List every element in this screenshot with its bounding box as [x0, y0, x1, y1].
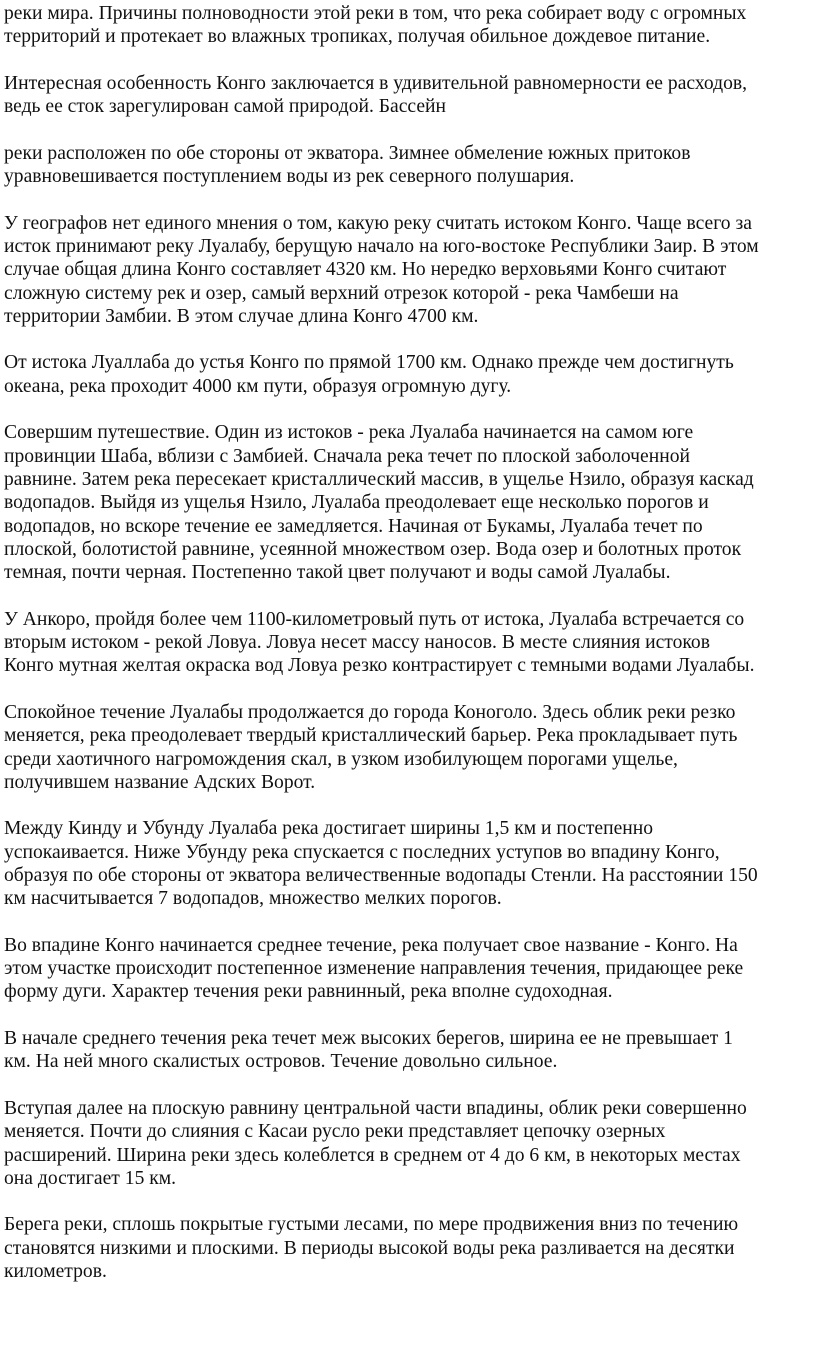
text-line: Во впадине Конго начинается среднее течение, река получает свое название - Конго. На — [4, 934, 738, 956]
text-line: океана, река проходит 4000 км пути, образуя огромную дугу. — [4, 375, 512, 397]
text-line: среди хаотичного нагромождения скал, в узком изобилующем порогами ущелье, — [4, 748, 678, 770]
paragraph — [4, 701, 812, 794]
paragraph — [4, 421, 812, 584]
text-line: провинции Шаба, вблизи с Замбией. Сначала река течет по плоской заболоченной — [4, 445, 690, 467]
text-line: территорий и протекает во влажных тропиках, получая обильное дождевое питание. — [4, 26, 711, 48]
text-line: образуя по обе стороны от экватора величественные водопады Стенли. На расстоянии 150 — [4, 864, 758, 886]
text-line: получившем название Адских Ворот. — [4, 771, 316, 793]
text-line: этом участке происходит постепенное изменение направления течения, придающее реке — [4, 958, 744, 980]
paragraph — [4, 608, 812, 678]
paragraph — [4, 817, 812, 910]
text-line: уравновешивается поступлением воды из рек северного полушария. — [4, 166, 575, 188]
text-line: плоской, болотистой равнине, усеянной множеством озер. Вода озер и болотных проток — [4, 538, 742, 560]
document-page — [4, 2, 812, 1307]
text-line: темная, почти черная. Постепенно такой цвет получают и воды самой Луалабы. — [4, 562, 671, 584]
text-line: Конго мутная желтая окраска вод Ловуа резко контрастирует с темными водами Луалабы. — [4, 655, 755, 677]
text-line: сложную систему рек и озер, самый верхний отрезок которой - река Чамбеши на — [4, 282, 679, 304]
paragraph — [4, 2, 812, 49]
text-line: реки расположен по обе стороны от экватора. Зимнее обмеление южных притоков — [4, 142, 691, 164]
paragraph — [4, 1213, 812, 1283]
text-line: У Анкоро, пройдя более чем 1100-километровый путь от истока, Луалаба встречается со — [4, 608, 745, 630]
text-line: Спокойное течение Луалабы продолжается до города Коноголо. Здесь облик реки резко — [4, 701, 736, 723]
text-line: случае общая длина Конго составляет 4320 км. Но нередко верховьями Конго считают — [4, 259, 727, 281]
text-line: Интересная особенность Конго заключается в удивительной равномерности ее расходов, — [4, 72, 748, 94]
text-line: территории Замбии. В этом случае длина Конго 4700 км. — [4, 305, 479, 327]
paragraph — [4, 351, 812, 398]
text-line: километров. — [4, 1261, 107, 1283]
text-line: Вступая далее на плоскую равнину центральной части впадины, облик реки совершенно — [4, 1097, 747, 1119]
text-line: От истока Луаллаба до устья Конго по прямой 1700 км. Однако прежде чем достигнуть — [4, 352, 734, 374]
text-line: форму дуги. Характер течения реки равнинный, река вполне судоходная. — [4, 981, 613, 1003]
text-line: она достигает 15 км. — [4, 1167, 177, 1189]
text-line: расширений. Ширина реки здесь колеблется в среднем от 4 до 6 км, в некоторых местах — [4, 1144, 741, 1166]
paragraph — [4, 142, 812, 189]
text-line: успокаивается. Ниже Убунду река спускается с последних уступов во впадину Конго, — [4, 841, 720, 863]
text-line: км насчитывается 7 водопадов, множество мелких порогов. — [4, 888, 502, 910]
text-line: вторым истоком - рекой Ловуа. Ловуа несет массу наносов. В месте слияния истоков — [4, 632, 710, 654]
paragraph — [4, 934, 812, 1004]
paragraph — [4, 1027, 812, 1074]
text-line: Берега реки, сплошь покрытые густыми лесами, по мере продвижения вниз по течению — [4, 1214, 739, 1236]
text-line: водопадов. Выйдя из ущелья Нзило, Луалаба преодолевает еще несколько порогов и — [4, 492, 709, 514]
text-line: меняется, река преодолевает твердый кристаллический барьер. Река прокладывает путь — [4, 725, 738, 747]
text-line: км. На ней много скалистых островов. Течение довольно сильное. — [4, 1051, 558, 1073]
paragraph — [4, 72, 812, 119]
paragraph — [4, 212, 812, 328]
text-line: равнине. Затем река пересекает кристаллический массив, в ущелье Нзило, образуя каскад — [4, 468, 754, 490]
paragraph — [4, 1097, 812, 1190]
text-line: реки мира. Причины полноводности этой реки в том, что река собирает воду с огромных — [4, 3, 747, 24]
text-line: У географов нет единого мнения о том, какую реку считать истоком Конго. Чаще всего за — [4, 212, 752, 234]
text-line: Между Кинду и Убунду Луалаба река достигает ширины 1,5 км и постепенно — [4, 818, 654, 840]
text-line: Совершим путешествие. Один из истоков - река Луалаба начинается на самом юге — [4, 422, 694, 444]
text-line: становятся низкими и плоскими. В периоды высокой воды река разливается на десятки — [4, 1237, 735, 1259]
text-line: меняется. Почти до слияния с Касаи русло реки представляет цепочку озерных — [4, 1121, 666, 1143]
text-line: В начале среднего течения река течет меж высоких берегов, ширина ее не превышает 1 — [4, 1028, 733, 1050]
text-line: водопадов, но вскоре течение ее замедляется. Начиная от Букамы, Луалаба течет по — [4, 515, 703, 537]
text-line: исток принимают реку Луалабу, берущую начало на юго-востоке Республики Заир. В этом — [4, 235, 759, 257]
text-line: ведь ее сток зарегулирован самой природой. Бассейн — [4, 96, 447, 118]
